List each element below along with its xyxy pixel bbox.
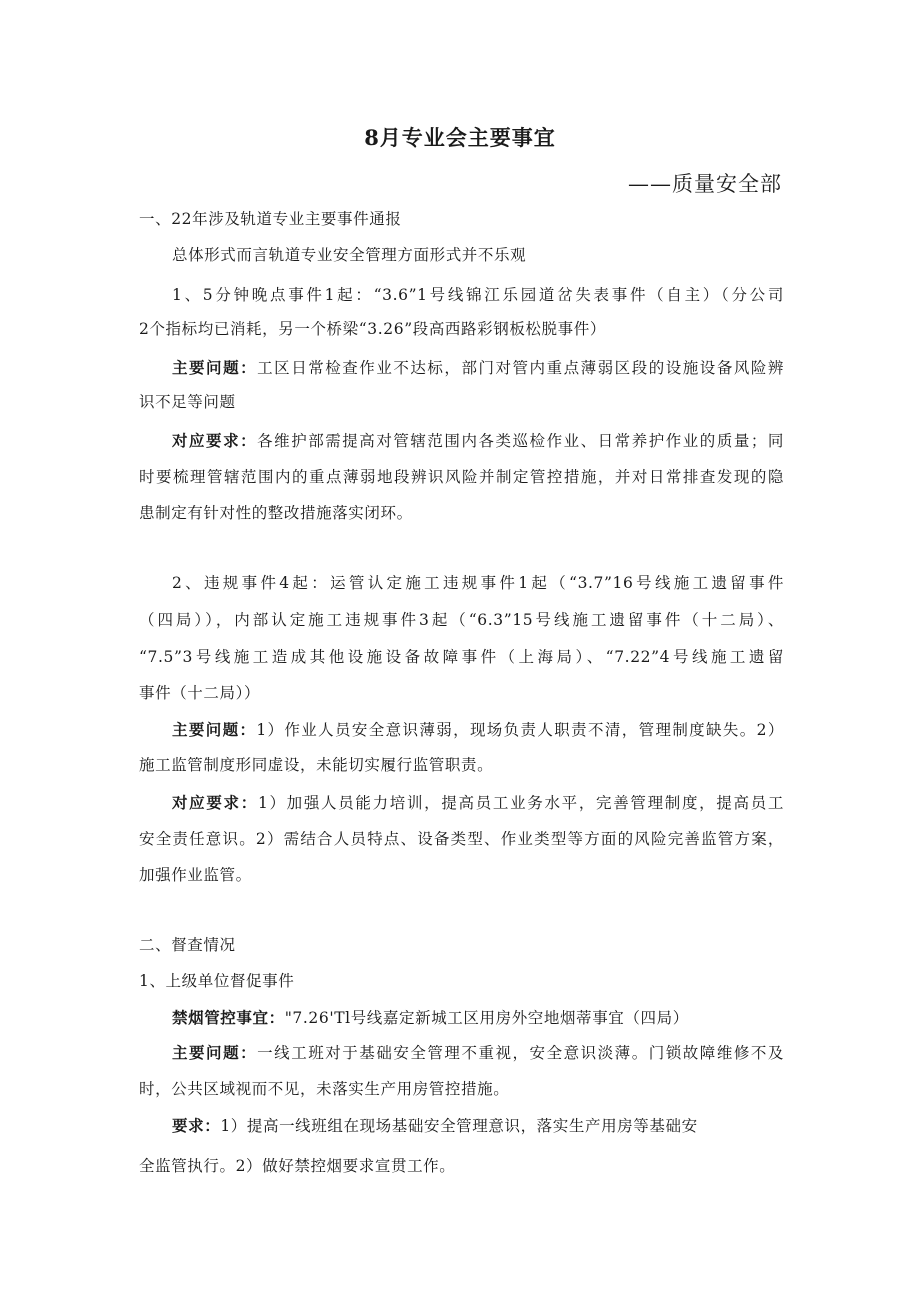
- section-2-sub-1: 1、上级单位督促事件: [139, 972, 295, 990]
- item-2-req-line-2: 安全责任意识。2）需结合人员特点、设备类型、作业类型等方面的风险完善监管方案，: [139, 830, 784, 848]
- item-1-line-1: 1、5分钟晚点事件1起：“3.6”1号线锦江乐园道岔失表事件（自主）（分公司: [172, 286, 784, 304]
- item-2-line-3: “7.5”3号线施工造成其他设施设备故障事件（上海局）、“7.22”4号线施工遗留: [139, 648, 784, 666]
- item-2-line-4: 事件（十二局））: [139, 684, 261, 702]
- item-2-line-2: （四局）），内部认定施工违规事件3起（“6.3”15号线施工遗留事件（十二局）、: [139, 611, 784, 629]
- section-2-problem-line-1: 主要问题：一线工班对于基础安全管理不重视，安全意识淡薄。门锁故障维修不及: [172, 1043, 784, 1062]
- department-signature: ——质量安全部: [628, 172, 782, 196]
- section-1-intro: 总体形式而言轨道专业安全管理方面形式并不乐观: [172, 246, 527, 264]
- requirement-label: 要求：: [172, 1116, 221, 1135]
- problem-label: 主要问题：: [172, 1043, 258, 1062]
- problem-label: 主要问题：: [172, 358, 258, 377]
- requirement-label: 对应要求：: [172, 431, 258, 450]
- item-1-problem-line-1: 主要问题：工区日常检查作业不达标，部门对管内重点薄弱区段的设施设备风险辨: [172, 358, 784, 377]
- section-2-req-line-1: 要求：1）提高一线班组在现场基础安全管理意识，落实生产用房等基础安: [172, 1116, 698, 1135]
- item-1-req-line-2: 时要梳理管辖范围内的重点薄弱地段辨识风险并制定管控措施，并对日常排查发现的隐: [139, 468, 784, 486]
- item-2-problem-line-2: 施工监管制度形同虚设，未能切实履行监管职责。: [139, 756, 494, 774]
- section-1-heading: 一、22年涉及轨道专业主要事件通报: [139, 210, 402, 228]
- item-1-problem-line-2: 识不足等问题: [139, 393, 236, 411]
- problem-label: 主要问题：: [172, 720, 257, 739]
- item-2-req-line-1: 对应要求：1）加强人员能力培训，提高员工业务水平，完善管理制度，提高员工: [172, 793, 784, 812]
- section-2-problem-line-2: 时，公共区域视而不见，未落实生产用房管控措施。: [139, 1080, 510, 1098]
- smoking-control-label: 禁烟管控事宜：: [172, 1008, 285, 1027]
- item-2-req-line-3: 加强作业监管。: [139, 866, 252, 884]
- item-1-line-2: 2个指标均已消耗，另一个桥梁“3.26”段高西路彩钢板松脱事件）: [139, 320, 606, 338]
- item-2-line-1: 2、违规事件4起：运管认定施工违规事件1起（“3.7”16号线施工遗留事件: [172, 574, 784, 592]
- page-title: 8月专业会主要事宜: [364, 125, 556, 150]
- smoking-control-line: 禁烟管控事宜："7.26'Tl号线嘉定新城工区用房外空地烟蒂事宜（四局）: [172, 1008, 689, 1027]
- requirement-label: 对应要求：: [172, 793, 258, 812]
- section-2-heading: 二、督查情况: [139, 936, 236, 954]
- section-2-req-line-2: 全监管执行。2）做好禁控烟要求宣贯工作。: [139, 1157, 456, 1175]
- item-2-problem-line-1: 主要问题：1）作业人员安全意识薄弱，现场负责人职责不清，管理制度缺失。2）: [172, 720, 784, 739]
- item-1-req-line-1: 对应要求：各维护部需提高对管辖范围内各类巡检作业、日常养护作业的质量；同: [172, 431, 784, 450]
- item-1-req-line-3: 患制定有针对性的整改措施落实闭环。: [139, 504, 413, 522]
